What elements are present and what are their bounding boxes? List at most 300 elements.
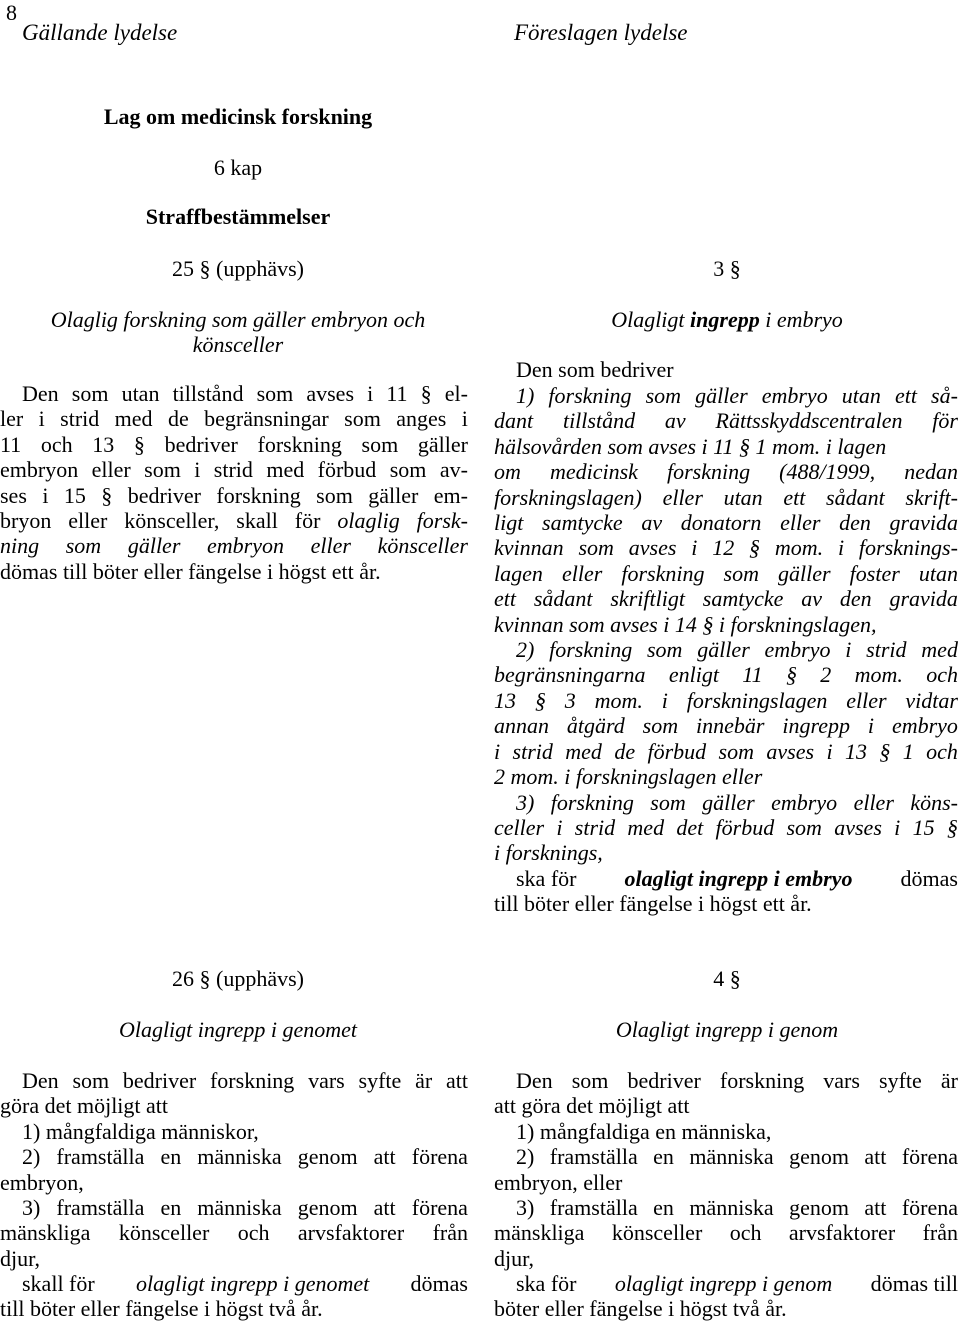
word: 3): [516, 789, 535, 815]
closing-last-line: till böter eller fängelse i högst två år.: [0, 1296, 323, 1322]
word: människa: [197, 1195, 282, 1221]
word: åtgärd: [566, 713, 625, 739]
text-line: göra det möjligt att: [0, 1093, 169, 1119]
word: könsceller: [118, 1220, 210, 1246]
text-line: kvinnan som avses i 14 § i forskningslagen,: [494, 611, 877, 637]
word: att: [373, 1195, 396, 1221]
word: som: [316, 482, 353, 508]
word: en: [160, 1144, 182, 1170]
word: genom: [297, 1195, 358, 1221]
word: kvinnan: [494, 535, 564, 561]
word: eller: [91, 457, 131, 483]
word: bedriver: [127, 482, 201, 508]
word: och: [237, 1220, 270, 1246]
word: i: [194, 457, 201, 483]
word: könsceller,: [124, 508, 220, 534]
word: att: [864, 1195, 887, 1221]
word: 2): [516, 637, 535, 663]
text-line: [0, 432, 468, 457]
chapter-number: 6 kap: [213, 155, 263, 180]
word: de: [167, 406, 189, 432]
word: som: [578, 535, 614, 561]
word: mom.: [774, 535, 824, 561]
word: skriftligt: [610, 586, 685, 612]
word: mänskliga: [0, 1220, 91, 1246]
word: forskning: [719, 1068, 805, 1093]
word: av: [664, 408, 686, 434]
word: en: [160, 1195, 182, 1221]
word: innebär: [696, 713, 765, 739]
section-3-body: [494, 383, 958, 866]
word: som: [65, 533, 102, 559]
text-line: [494, 586, 958, 611]
closing-text: dömas: [900, 866, 958, 891]
word: förbud: [715, 814, 775, 840]
word: avses: [306, 381, 355, 406]
word: förena: [901, 1144, 958, 1170]
text-line: [0, 508, 468, 533]
word: skrift-: [905, 484, 958, 510]
section-3-intro: Den som bedriver: [516, 357, 674, 382]
section-4-title: Olagligt ingrepp i genom: [615, 1017, 839, 1042]
word: med: [565, 738, 602, 764]
word: medicinsk: [549, 459, 638, 485]
word: gäller: [127, 533, 181, 559]
word: 11: [0, 431, 22, 457]
word: forskningslagen: [686, 687, 828, 713]
word: i: [38, 406, 45, 432]
text-line: [494, 485, 958, 510]
word: människa: [689, 1195, 774, 1221]
word: forskning: [549, 637, 633, 663]
word: celler: [494, 814, 545, 840]
word: arvsfaktorer: [788, 1220, 896, 1246]
word: forskning: [548, 383, 632, 408]
word: förbud: [317, 457, 377, 483]
word: §: [420, 381, 432, 406]
word: skall: [236, 508, 278, 534]
word: ligt: [494, 510, 524, 536]
word: så-: [931, 383, 958, 408]
word: att: [373, 1144, 396, 1170]
word: som: [571, 1068, 609, 1093]
word: 13: [494, 687, 516, 713]
word: det: [676, 814, 704, 840]
word: som: [71, 381, 109, 406]
title-line: Olaglig forskning som gäller embryon och: [50, 307, 426, 332]
word: och: [926, 738, 958, 764]
text-line: [494, 688, 958, 713]
word: den: [839, 586, 872, 612]
text-line: [0, 406, 468, 431]
word: embryon: [0, 457, 79, 483]
word: em-: [433, 482, 468, 508]
word: forskning: [621, 560, 705, 586]
word: som: [650, 789, 686, 815]
text-line: [494, 815, 958, 840]
word: köns-: [910, 789, 958, 815]
word: forskning: [209, 1068, 295, 1093]
word: från: [432, 1220, 468, 1246]
word: Den: [22, 1068, 59, 1093]
closing-emphasis: olagligt ingrepp i embryo: [624, 866, 853, 891]
text-line: [494, 561, 958, 586]
section-4-heading: 4 §: [713, 966, 741, 991]
word: i: [867, 713, 875, 739]
word: §: [534, 687, 546, 713]
word: vars: [308, 1068, 345, 1093]
section-26-closing: [0, 1271, 468, 1322]
law-title: Lag om medicinsk forskning: [103, 104, 373, 129]
word: §: [101, 482, 113, 508]
word: anges: [396, 406, 447, 432]
text-line: [494, 1195, 958, 1220]
word: tillstånd: [562, 408, 636, 434]
section-26-heading: 26 § (upphävs): [172, 966, 304, 991]
text-line: i forsknings,: [494, 840, 603, 866]
word: som: [642, 713, 679, 739]
closing-line: [0, 1271, 468, 1296]
word: Den: [22, 381, 59, 406]
word: enligt: [668, 662, 719, 688]
word: mom.: [854, 662, 903, 688]
word: mänskliga: [494, 1220, 585, 1246]
closing-text: ska för: [516, 866, 577, 891]
word: forskning: [216, 482, 301, 508]
word: en: [653, 1144, 674, 1170]
word: 1: [902, 738, 914, 764]
text-line: [0, 483, 468, 508]
word: med: [921, 637, 958, 663]
section-26-body: [0, 1068, 468, 1271]
word: vars: [823, 1068, 860, 1093]
word: utan: [121, 381, 160, 406]
section-4-closing: [494, 1271, 958, 1322]
text-line: [0, 1195, 468, 1220]
word: som: [344, 406, 381, 432]
word: eller: [846, 687, 887, 713]
text-line: [494, 662, 958, 687]
word: begränsningar: [204, 406, 329, 432]
text-line: [494, 739, 958, 764]
word: embryo: [891, 713, 958, 739]
word: ler: [0, 406, 24, 432]
word: 12: [712, 535, 735, 561]
word: de: [614, 738, 636, 764]
header-current-wording: Gällande lydelse: [22, 20, 178, 45]
word: 15: [912, 814, 935, 840]
text-line: [494, 459, 958, 484]
word: mom.: [594, 687, 643, 713]
word: för: [932, 408, 958, 434]
word: annan: [494, 713, 549, 739]
word: 13: [92, 431, 115, 457]
word: eller: [561, 560, 603, 586]
word: förena: [411, 1195, 468, 1221]
section-25-title: [0, 307, 476, 357]
word: embryo: [771, 789, 838, 815]
word: i: [661, 687, 668, 713]
word: forskning: [550, 789, 634, 815]
word: som: [389, 457, 427, 483]
word: embryo: [764, 637, 831, 663]
word: gäller: [417, 431, 468, 457]
word: 1): [516, 383, 535, 408]
word: eller: [662, 484, 703, 510]
word: i: [845, 637, 852, 663]
text-line: dömas till böter eller fängelse i högst ett år.: [0, 558, 381, 584]
word: att: [445, 1068, 468, 1093]
word: en: [653, 1195, 674, 1221]
title-line: könsceller: [192, 332, 284, 357]
word: Den: [516, 1068, 553, 1093]
word: förena: [411, 1144, 468, 1170]
word: §: [879, 738, 891, 764]
word: forsk-: [416, 508, 468, 534]
word: könsceller: [611, 1220, 703, 1246]
word: 11: [386, 381, 408, 406]
word: Rättsskyddscentralen: [715, 408, 903, 434]
word: i: [42, 482, 49, 508]
word: §: [749, 535, 761, 561]
word: att: [864, 1144, 887, 1170]
word: samtycke: [542, 510, 623, 536]
word: i: [826, 738, 833, 764]
word: genom: [789, 1195, 849, 1221]
word: om: [494, 459, 521, 485]
text-line: [0, 1220, 468, 1245]
word: i: [556, 814, 563, 840]
word: framställa: [549, 1195, 638, 1221]
word: strid: [574, 814, 616, 840]
word: 15: [63, 482, 86, 508]
page-number: 8: [6, 0, 17, 25]
word: utan: [723, 484, 763, 510]
word: förena: [901, 1195, 958, 1221]
text-line: djur,: [494, 1245, 535, 1271]
word: embryon: [207, 533, 284, 559]
word: avses: [766, 738, 815, 764]
word: gravida: [889, 586, 958, 612]
word: ett: [894, 383, 917, 408]
word: samtycke: [702, 586, 784, 612]
section-25-heading: 25 § (upphävs): [172, 256, 304, 281]
word: är: [415, 1068, 433, 1093]
closing-text: skall för: [22, 1271, 95, 1296]
word: av-: [439, 457, 468, 483]
word: sådant: [533, 586, 593, 612]
word: sådant: [826, 484, 885, 510]
word: gäller: [697, 637, 750, 663]
word: genom: [297, 1144, 358, 1170]
word: 3): [22, 1195, 41, 1221]
closing-emphasis: olagligt ingrepp i genom: [614, 1271, 833, 1296]
closing-line: [494, 1271, 958, 1296]
chapter-title: Straffbestämmelser: [145, 204, 331, 229]
text-line: [0, 381, 468, 406]
text-line: [0, 1144, 468, 1169]
section-4-body: [494, 1068, 958, 1271]
word: som: [645, 383, 682, 408]
closing-text: ska för: [516, 1271, 577, 1296]
word: 13: [844, 738, 867, 764]
word: i: [691, 535, 698, 561]
word: 2): [516, 1144, 535, 1170]
word: 2): [22, 1144, 41, 1170]
word: dant: [494, 408, 534, 434]
word: i: [367, 381, 374, 406]
word: bedriver: [122, 1068, 197, 1093]
word: bedriver: [627, 1068, 701, 1093]
word: könsceller: [377, 533, 468, 559]
text-line: [0, 1068, 468, 1093]
text-line: [494, 713, 958, 738]
word: framställa: [56, 1195, 145, 1221]
word: (488/1999,: [779, 459, 876, 485]
word: el-: [444, 381, 468, 406]
word: bryon: [0, 508, 52, 534]
text-line: [494, 1144, 958, 1169]
word: tillstånd: [172, 381, 244, 406]
word: genom: [789, 1144, 849, 1170]
word: ses: [0, 482, 27, 508]
text-line: [494, 637, 958, 662]
word: i: [461, 406, 468, 432]
word: från: [922, 1220, 958, 1246]
word: utan: [918, 560, 958, 586]
word: för: [294, 508, 321, 534]
closing-text: dömas till: [870, 1271, 958, 1296]
text-line: [494, 1068, 958, 1093]
word: som: [723, 560, 759, 586]
text-line: att göra det möjligt att: [494, 1093, 690, 1119]
word: 3: [564, 687, 576, 713]
word: gravida: [889, 510, 958, 536]
text-line: 1) mångfaldiga en människa,: [516, 1118, 772, 1144]
word: olaglig: [337, 508, 400, 534]
word: förbud: [647, 738, 707, 764]
word: foster: [849, 560, 900, 586]
section-3-title: [494, 307, 960, 333]
word: begränsningarna: [494, 662, 646, 688]
word: människa: [689, 1144, 774, 1170]
word: embryo: [761, 383, 828, 408]
word: ett: [783, 484, 806, 510]
word: med: [266, 457, 305, 483]
word: syfte: [879, 1068, 922, 1093]
word: ingrepp: [782, 713, 851, 739]
word: strid: [866, 637, 907, 663]
closing-emphasis: olagligt ingrepp i genomet: [136, 1271, 370, 1296]
word: med: [627, 814, 665, 840]
word: gäller: [695, 383, 748, 408]
closing-text: dömas: [410, 1271, 468, 1296]
word: eller: [68, 508, 108, 534]
word: avses: [628, 535, 677, 561]
word: som: [646, 637, 683, 663]
closing-line: [494, 866, 958, 891]
word: syfte: [358, 1068, 402, 1093]
word: donatorn: [680, 510, 762, 536]
word: av: [641, 510, 663, 536]
text-line: [494, 408, 958, 433]
word: nedan: [904, 459, 958, 485]
word: och: [926, 662, 958, 688]
word: 11: [742, 662, 763, 688]
text-line: [494, 383, 958, 408]
word: som: [718, 738, 754, 764]
text-line: [0, 533, 468, 558]
text-line: [494, 790, 958, 815]
word: forskning: [257, 431, 342, 457]
word: i: [494, 738, 501, 764]
word: gäller: [368, 482, 419, 508]
section-25-body: [0, 381, 468, 584]
section-3-closing: [494, 866, 958, 917]
word: eller: [780, 510, 821, 536]
text-line: [494, 535, 958, 560]
section-26-title: Olagligt ingrepp i genomet: [118, 1017, 358, 1042]
word: framställa: [549, 1144, 638, 1170]
word: eller: [853, 789, 894, 815]
text-line: 2 mom. i forskningslagen eller: [494, 764, 763, 790]
word: är: [940, 1068, 958, 1093]
word: §: [785, 662, 797, 688]
word: bedriver: [164, 431, 238, 457]
word: gäller: [778, 560, 831, 586]
word: strid: [512, 738, 553, 764]
word: §: [133, 431, 145, 457]
word: eller: [310, 533, 351, 559]
word: forskning: [666, 459, 751, 485]
word: människa: [197, 1144, 282, 1170]
word: 3): [516, 1195, 535, 1221]
word: forsknings-: [858, 535, 958, 561]
word: arvsfaktorer: [297, 1220, 405, 1246]
text-line: [494, 1220, 958, 1245]
word: §: [946, 814, 958, 840]
title-emphasis: ingrepp: [690, 307, 760, 332]
word: utan: [841, 383, 881, 408]
word: strid: [60, 406, 100, 432]
word: och: [40, 431, 73, 457]
text-line: 1) mångfaldiga människor,: [22, 1118, 259, 1144]
word: av: [801, 586, 823, 612]
text-line: djur,: [0, 1245, 41, 1271]
word: forskningslagen): [494, 484, 642, 510]
word: som: [72, 1068, 110, 1093]
word: gäller: [702, 789, 755, 815]
word: 2: [820, 662, 832, 688]
word: i: [837, 535, 845, 561]
word: med: [114, 406, 153, 432]
text-line: embryon,: [0, 1169, 84, 1195]
word: framställa: [56, 1144, 145, 1170]
word: som: [256, 381, 294, 406]
word: i: [894, 814, 901, 840]
title-part: Olagligt: [611, 307, 691, 332]
header-proposed-wording: Föreslagen lydelse: [514, 20, 688, 45]
title-part: i embryo: [759, 307, 843, 332]
word: ett: [494, 586, 516, 612]
closing-last-line: böter eller fängelse i högst två år.: [494, 1296, 787, 1322]
word: vidtar: [905, 687, 958, 713]
text-line: hälsovården som avses i 11 § 1 mom. i lagen: [494, 433, 887, 459]
text-line: embryon, eller: [494, 1169, 623, 1195]
text-line: [494, 510, 958, 535]
word: strid: [213, 457, 253, 483]
word: och: [729, 1220, 762, 1246]
